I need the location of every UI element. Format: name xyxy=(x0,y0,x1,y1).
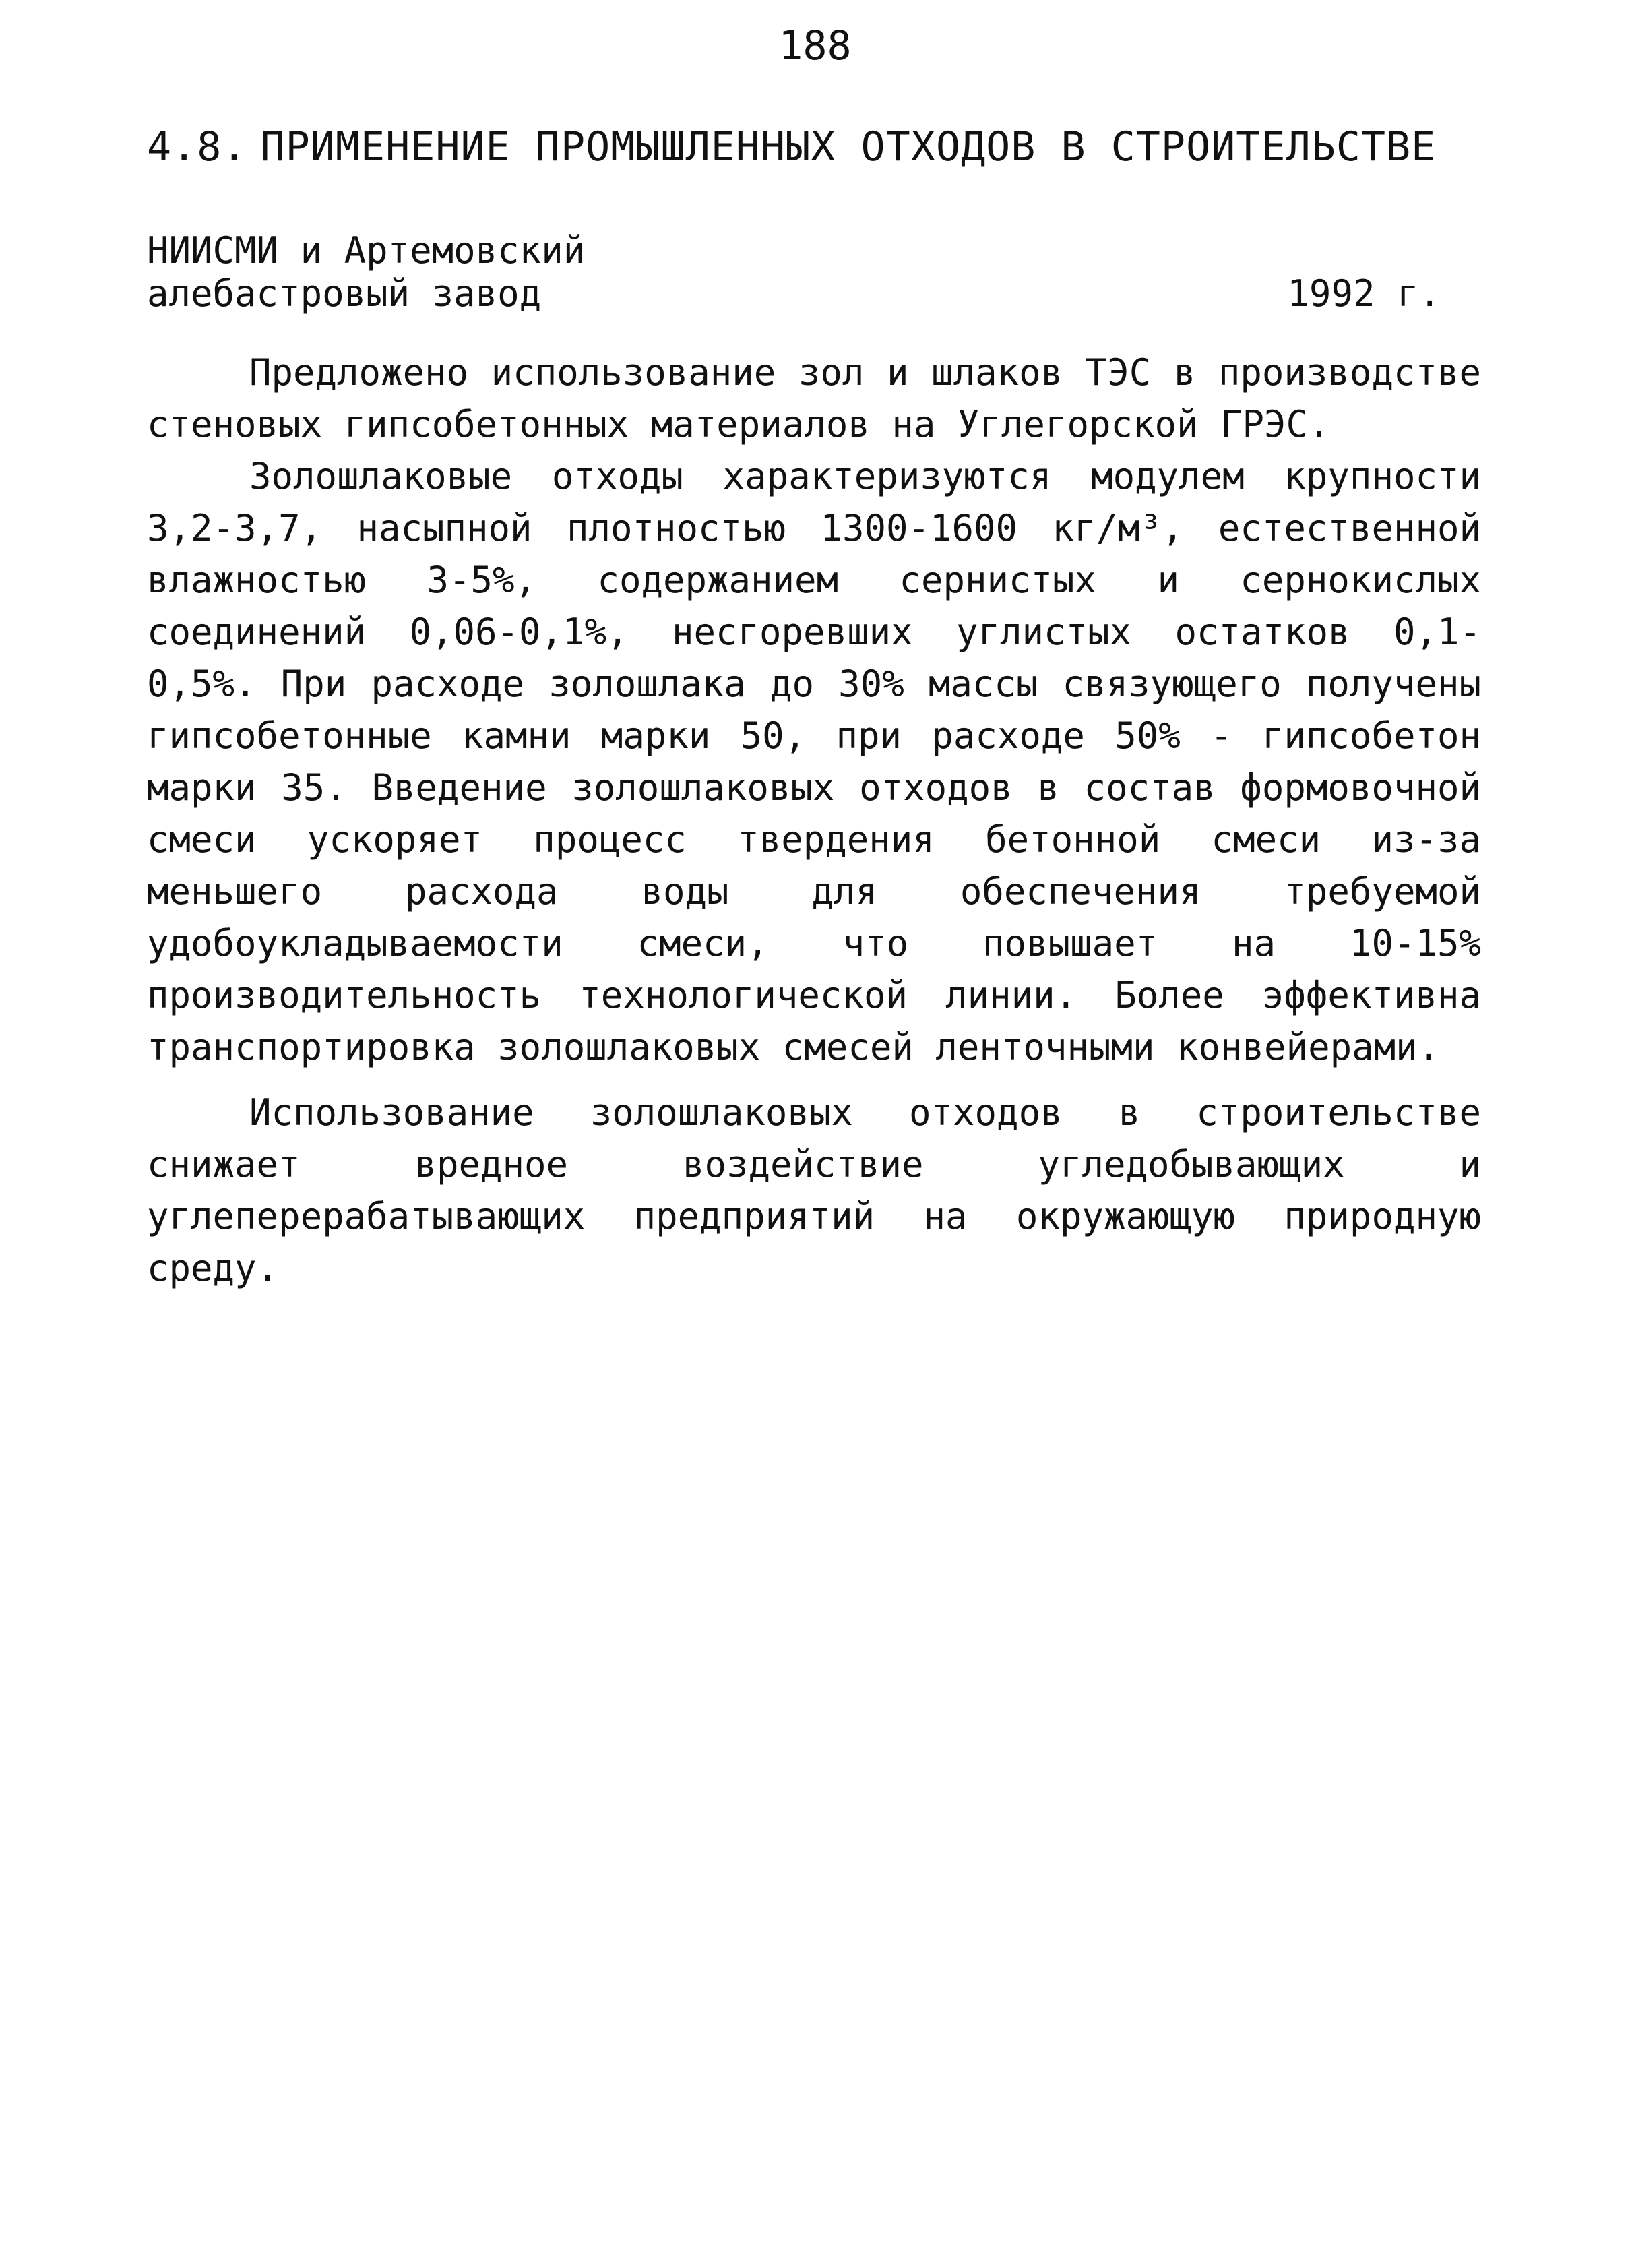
body-text xyxy=(147,346,1481,1294)
paragraph: Золошлаковые отходы характеризуются модулем крупности 3,2-3,7, насыпной плотностью 1300-1600 кг/м³, естественной влажностью 3-5%, содержанием сернистых и сернокислых соединений 0,06-0,1%, несгоревших углистых остатков 0,1-0,5%. При расходе золошлака до 30% массы связующего получены гипсобетонные камни марки 50, при расходе 50% - гипсобетон марки 35. Введение золошлаковых отходов в состав формовочной смеси ускоряет процесс твердения бетонной смеси из-за меньшего расхода воды для обеспечения требуемой удобоукладываемости смеси, что повышает на 10-15% производительность технологической линии. Более эффективна транспортировка золошлаковых смесей ленточными конвейерами. xyxy=(147,455,1481,1068)
section-title: ПРИМЕНЕНИЕ ПРОМЫШЛЕННЫХ ОТХОДОВ В СТРОИТЕЛЬСТВЕ xyxy=(260,123,1437,171)
source-org-line-2: алебастровый завод xyxy=(147,272,542,315)
paragraph: Предложено использование зол и шлаков ТЭС в производстве стеновых гипсобетонных материалов на Углегорской ГРЭС. xyxy=(147,351,1481,446)
paragraph: Использование золошлаковых отходов в строительстве снижает вредное воздействие угледобывающих и углеперерабатывающих предприятий на окружающую природную среду. xyxy=(147,1091,1481,1289)
section-number: 4.8. xyxy=(147,123,247,171)
page-number: 188 xyxy=(778,22,852,69)
source-block xyxy=(147,229,1441,315)
source-org-line-1: НИИСМИ и Артемовский xyxy=(147,229,586,272)
section-heading xyxy=(147,120,1436,174)
source-year: 1992 г. xyxy=(1287,272,1441,315)
